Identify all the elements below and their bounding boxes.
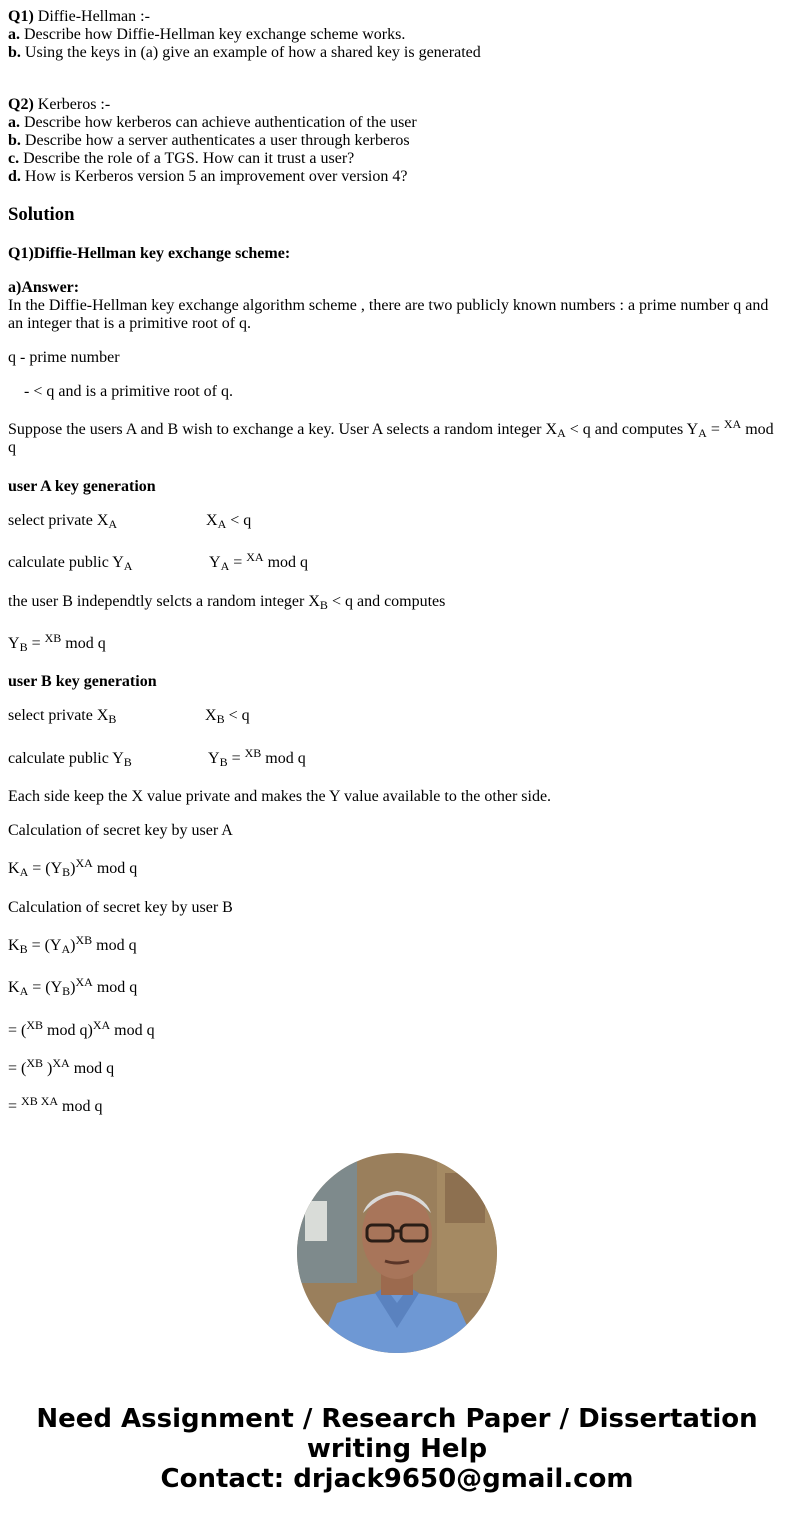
user-b-calc-public: calculate public $Y_B$: [8, 750, 132, 769]
user-b-heading: user B key generation: [8, 673, 157, 690]
derivation-step-3: = $^{XB XA}$ mod q: [8, 1094, 103, 1115]
solution-heading: Solution: [8, 204, 75, 225]
ka-formula: $K_A = (Y_B)^{XA}$ mod q: [8, 856, 138, 879]
q2-part-c: c. Describe the role of a TGS. How can it trust a user?: [8, 150, 355, 167]
ka-formula-derivation: $K_A = (Y_B)^{XA}$ mod q: [8, 975, 138, 998]
q2-title: Q2) Kerberos :-: [8, 96, 111, 113]
user-a-select-rhs: $X_A < q$: [206, 512, 252, 531]
answer-label: a)Answer:: [8, 279, 80, 296]
user-b-intro: the user B independtly selcts a random integer $X_B < q$ and computes: [8, 593, 446, 612]
q1-solution-heading: Q1)Diffie-Hellman key exchange scheme:: [8, 245, 291, 262]
user-a-heading: user A key generation: [8, 478, 156, 495]
q2-part-a: a. Describe how kerberos can achieve authentication of the user: [8, 114, 417, 131]
calc-secret-b: Calculation of secret key by user B: [8, 899, 233, 916]
user-b-select-private: select private $X_B$: [8, 707, 117, 726]
user-a-calc-public: calculate public $Y_A$: [8, 554, 133, 573]
q2-part-d: d. How is Kerberos version 5 an improvement over version 4?: [8, 168, 408, 185]
tutor-portrait-image: [297, 1153, 497, 1353]
intro-paragraph: In the Diffie-Hellman key exchange algorithm scheme , there are two publicly known numbers : a prime number q and an integer that is a primitive root of q.: [8, 297, 769, 332]
suppose-paragraph: Suppose the users A and B wish to exchange a key. User A selects a random integer $X_A < q$ and computes $Y_A = ^{XA}$ mod q: [8, 417, 774, 456]
user-a-select-private: select private $X_A$: [8, 512, 118, 531]
banner-line-2: writing Help: [306, 1434, 488, 1464]
each-side-text: Each side keep the X value private and makes the Y value available to the other side.: [8, 788, 552, 805]
derivation-step-1: = ($^{XB}$ mod q)$^{XA}$ mod q: [8, 1018, 155, 1039]
calc-secret-a: Calculation of secret key by user A: [8, 822, 233, 839]
banner-line-1: Need Assignment / Research Paper / Dissertation: [36, 1404, 758, 1434]
q1-part-b: b. Using the keys in (a) give an example of how a shared key is generated: [8, 44, 481, 61]
q-definition: q - prime number: [8, 349, 120, 366]
user-b-select-rhs: $X_B < q$: [205, 707, 250, 726]
alpha-definition: - < q and is a primitive root of q.: [24, 383, 233, 400]
tutor-avatar: [297, 1153, 497, 1353]
yb-formula: $Y_B = ^{XB}$ mod q: [8, 631, 106, 654]
derivation-step-2: = ($^{XB}$ )$^{XA}$ mod q: [8, 1056, 115, 1077]
user-a-calc-rhs: $Y_A = ^{XA}$ mod q: [209, 550, 309, 573]
q2-part-b: b. Describe how a server authenticates a user through kerberos: [8, 132, 410, 149]
banner-contact: Contact: drjack9650@gmail.com: [160, 1464, 634, 1494]
kb-formula: $K_B = (Y_A)^{XB}$ mod q: [8, 933, 137, 956]
q1-part-a: a. Describe how Diffie-Hellman key exchange scheme works.: [8, 26, 406, 43]
user-b-calc-rhs: $Y_B = ^{XB}$ mod q: [208, 746, 306, 769]
q1-title: Q1) Diffie-Hellman :-: [8, 8, 150, 25]
assignment-help-banner: [0, 1404, 794, 1494]
